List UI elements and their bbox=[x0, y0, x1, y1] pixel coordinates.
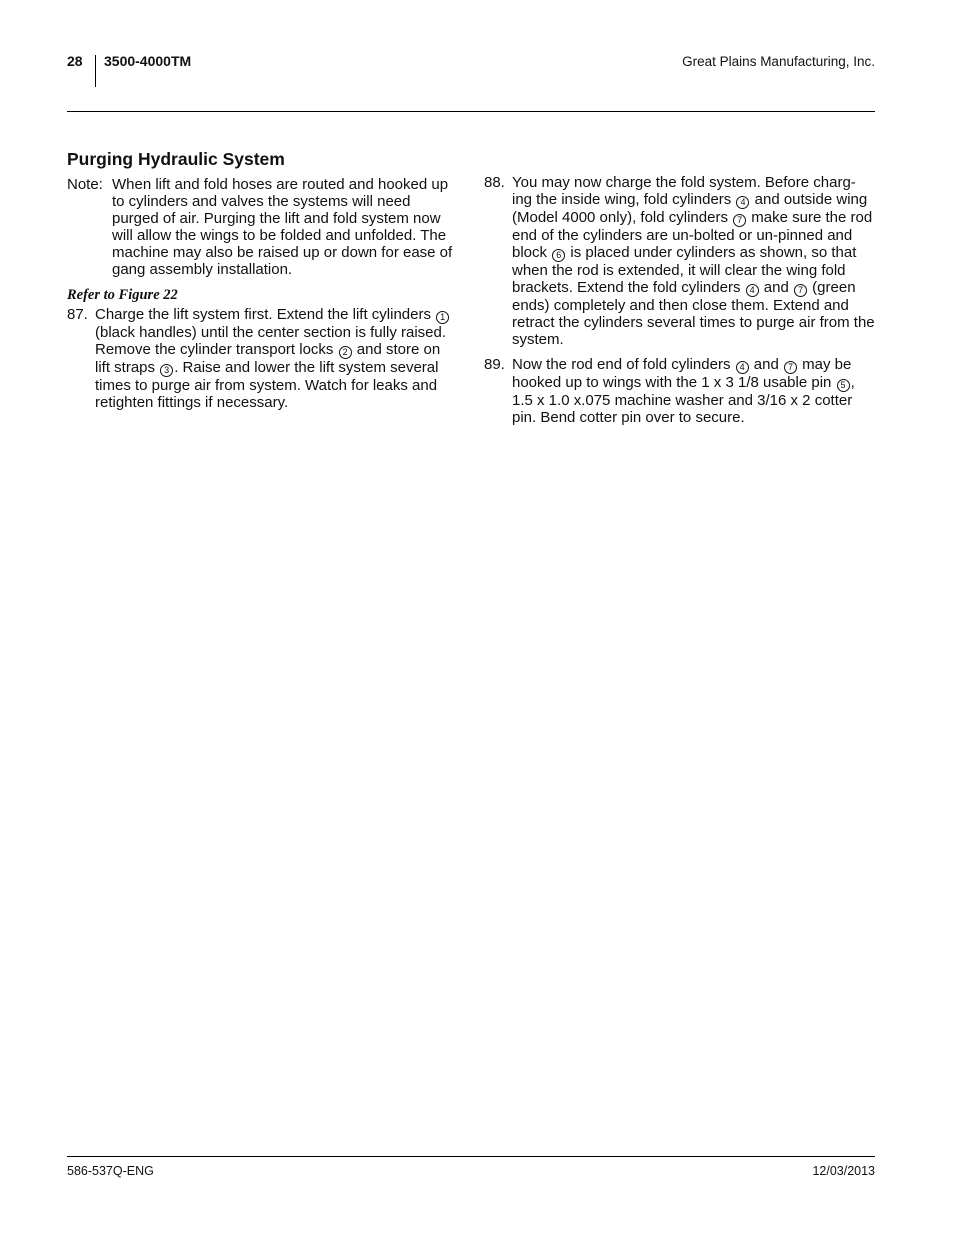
callout-7-icon: 7 bbox=[784, 361, 797, 374]
callout-5-icon: 5 bbox=[837, 379, 850, 392]
page-number: 28 bbox=[67, 53, 83, 69]
callout-4-icon: 4 bbox=[736, 361, 749, 374]
figure-reference: Refer to Figure 22 bbox=[67, 286, 178, 303]
step-text: You may now charge the fold system. Before charg-ing the inside wing, fold cylinders bbox=[512, 174, 856, 209]
step-text: may be hooked up to wings with the 1 x 3 1/8 usable pin bbox=[512, 355, 852, 391]
step-87 bbox=[67, 306, 459, 411]
callout-1-icon: 1 bbox=[436, 311, 449, 324]
right-column bbox=[484, 174, 875, 433]
section-heading: Purging Hydraulic System bbox=[67, 149, 285, 169]
note bbox=[67, 176, 459, 279]
step-text: and outside wing (Model 4000 only), fold cylinders bbox=[512, 191, 868, 227]
step-text: and bbox=[763, 279, 789, 297]
callout-7-icon: 7 bbox=[794, 284, 807, 297]
step-text: make sure the rod end of the cylinders are un-bolted or un-pinned and block bbox=[512, 209, 873, 262]
step-text: is placed under cylinders as shown, so that when the rod is extended, it will clear the wing fold brackets. Extend the fold cylinders bbox=[512, 244, 857, 297]
step-89 bbox=[484, 356, 875, 426]
step-number: 87. bbox=[67, 305, 88, 323]
step-text: Now the rod end of fold cylinders bbox=[512, 355, 731, 373]
callout-4-icon: 4 bbox=[746, 284, 759, 297]
header-divider bbox=[95, 55, 96, 87]
step-text: and store on lift straps bbox=[95, 340, 441, 376]
note-label: Note: bbox=[67, 176, 103, 193]
left-column bbox=[67, 148, 459, 418]
step-number: 88. bbox=[484, 174, 505, 191]
step-text: , 1.5 x 1.0 x.075 machine washer and 3/16 x 2 cotter pin. Bend cotter pin over to secure. bbox=[512, 373, 855, 426]
callout-6-icon: 6 bbox=[552, 249, 565, 262]
step-text: (black handles) until the center section is fully raised. Remove the cylinder transport locks bbox=[95, 323, 447, 358]
callout-7-icon: 7 bbox=[733, 214, 746, 227]
step-text: . Raise and lower the lift system several times to purge air from system. Watch for leaks and retighten fittings if necessary. bbox=[95, 358, 439, 411]
step-text: Charge the lift system first. Extend the lift cylinders bbox=[95, 305, 431, 323]
callout-2-icon: 2 bbox=[339, 346, 352, 359]
publication-date: 12/03/2013 bbox=[812, 1164, 875, 1178]
step-text: and bbox=[753, 355, 779, 373]
document-number: 586-537Q-ENG bbox=[67, 1164, 154, 1178]
manual-title: 3500-4000TM bbox=[104, 53, 192, 69]
callout-4-icon: 4 bbox=[736, 196, 749, 209]
note-text: When lift and fold hoses are routed and hooked up to cylinders and valves the systems will need purged of air. Purging the lift and fold system now will allow the wings to be folded and unfolded. The machine may also be raised up or down for ease of gang assembly installation. bbox=[112, 176, 453, 279]
step-88 bbox=[484, 174, 875, 349]
step-text: (green ends) completely and then close them. Extend and retract the cylinders several times to purge air from the system. bbox=[512, 279, 875, 349]
callout-3-icon: 3 bbox=[160, 364, 173, 377]
step-number: 89. bbox=[484, 355, 505, 373]
footer-rule bbox=[67, 1156, 875, 1157]
header-rule bbox=[67, 111, 875, 112]
company-name: Great Plains Manufacturing, Inc. bbox=[682, 54, 875, 69]
